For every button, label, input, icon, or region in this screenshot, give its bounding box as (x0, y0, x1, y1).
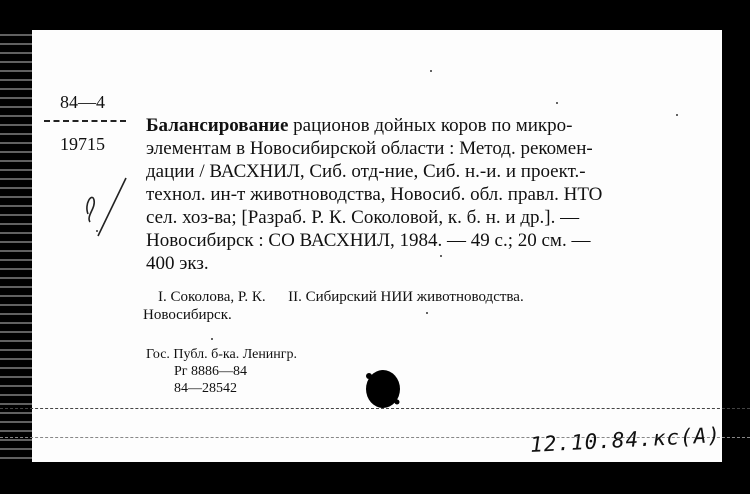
classification-bottom: 19715 (60, 134, 105, 154)
description-line: элементам в Новосибирской области : Метод. рекомен- (146, 138, 593, 159)
title-bold: Балансирование (146, 115, 289, 136)
library-holding (146, 346, 297, 397)
ink-blot-icon (362, 366, 404, 412)
scan-speck (676, 114, 678, 116)
handwritten-date-note: 12.10.84.кс(А) (529, 423, 722, 457)
scan-speck (211, 338, 213, 340)
scan-border-bottom (0, 462, 750, 494)
entry-line: I. Соколова, Р. К. II. Сибирский НИИ животноводства. (143, 289, 524, 305)
holding-line: 84—28542 (146, 381, 237, 396)
scan-speck (440, 255, 442, 257)
bibliographic-description (146, 114, 706, 275)
description-line: 400 экз. (146, 253, 209, 274)
added-entries (143, 288, 524, 324)
classification-top: 84—4 (60, 92, 105, 112)
holding-line: Рг 8886—84 (146, 364, 248, 379)
scan-speck (96, 230, 98, 232)
description-line: сел. хоз-ва; [Разраб. Р. К. Соколовой, к. б. н. и др.]. — (146, 207, 580, 228)
scan-border-top (0, 0, 750, 30)
holding-line: Гос. Публ. б-ка. Ленингр. (146, 347, 298, 362)
scan-edge-noise (0, 30, 32, 462)
entry-line: Новосибирск. (143, 307, 232, 323)
pencil-mark-icon (82, 174, 128, 238)
classification-divider (44, 120, 126, 122)
description-line: дации / ВАСХНИЛ, Сиб. отд-ние, Сиб. н.-и. и проект.- (146, 161, 586, 182)
scan-speck (556, 102, 558, 104)
description-line: Новосибирск : СО ВАСХНИЛ, 1984. — 49 с.; 20 см. — (146, 230, 591, 251)
description-line: технол. ин-т животноводства, Новосиб. обл. правл. НТО (146, 184, 603, 205)
scan-border-right (722, 0, 750, 494)
description-line: рационов дойных коров по микро- (288, 115, 573, 136)
scan-speck (426, 312, 428, 314)
scan-speck (430, 70, 432, 72)
